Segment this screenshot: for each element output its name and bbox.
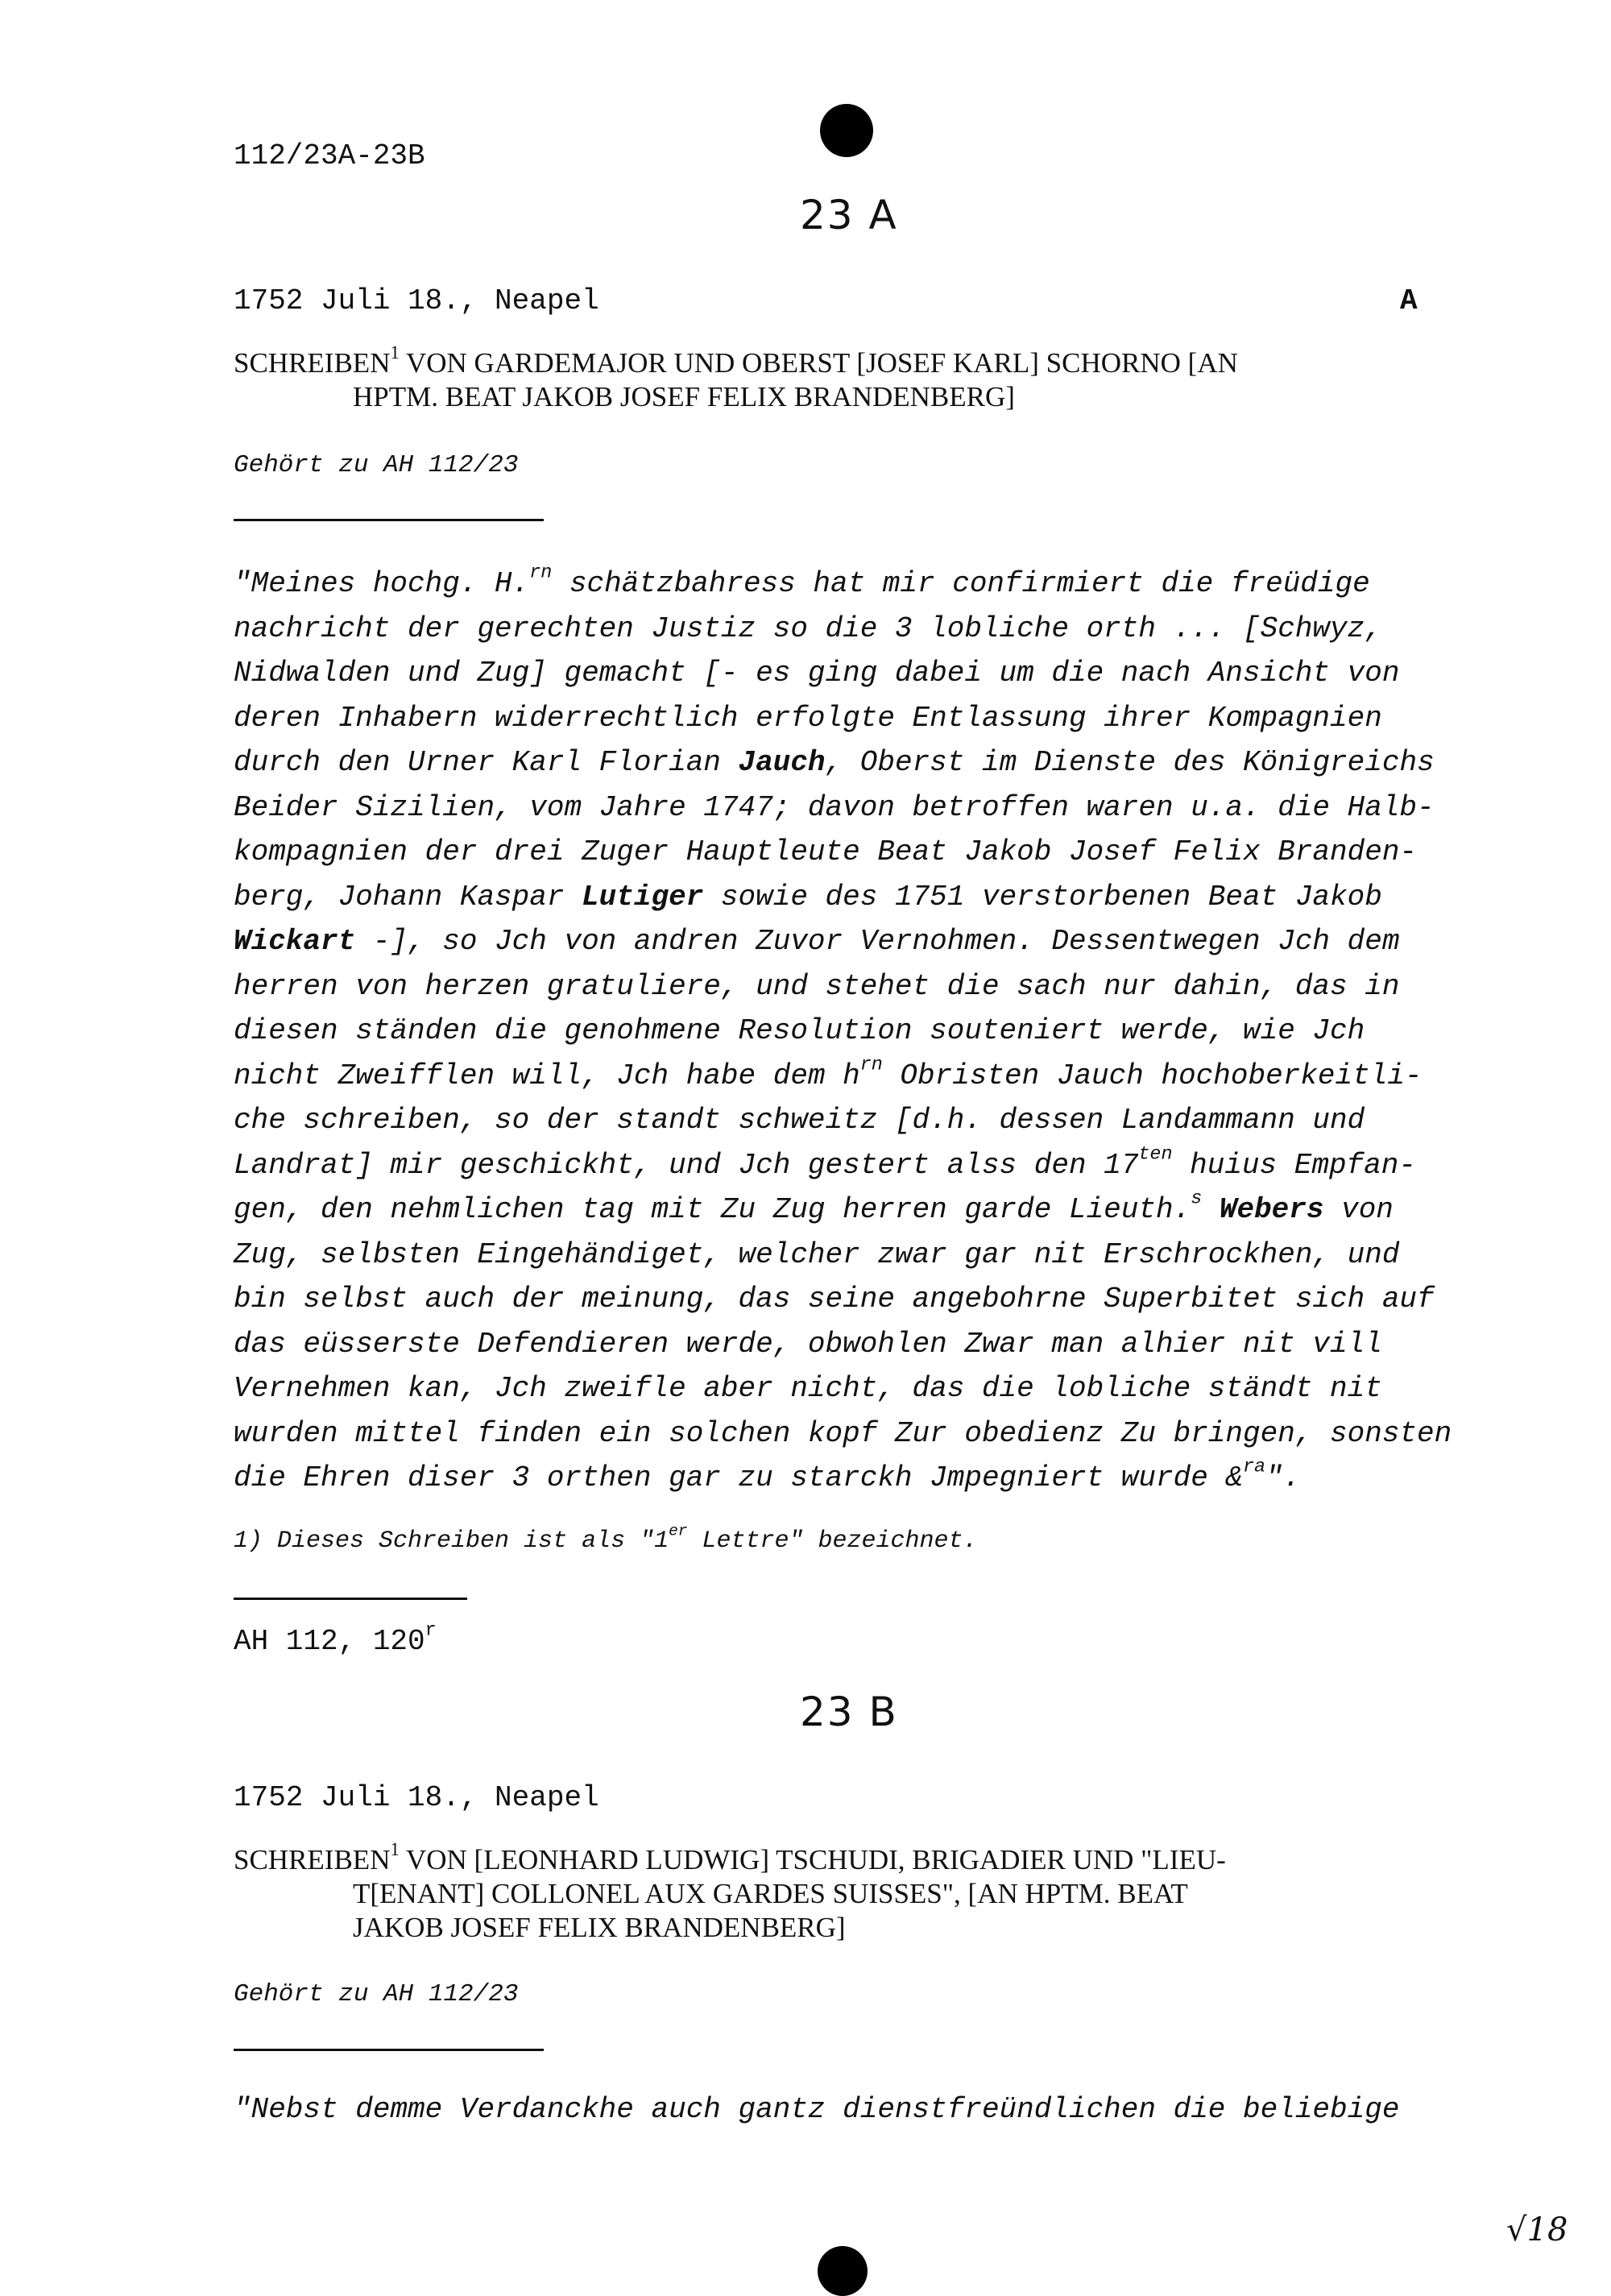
body-text: nicht Zweifflen will, Jch habe dem h [234,1059,860,1092]
body-text: wurden mittel finden ein solchen kopf Zur obedienz Zu bringen, sonsten [234,1416,1452,1450]
body-superscript: rn [859,1054,883,1075]
date-place-b: 1752 Juli 18., Neapel [234,1781,599,1814]
footnote-a-text-2: Lettre" bezeichnet. [687,1527,978,1555]
footnote-a-text-1: 1) Dieses Schreiben ist als "1 [234,1527,669,1555]
body-text: che schreiben, so der standt schweitz [d.h. dessen Landammann und [234,1104,1365,1137]
source-a-text: AH 112, 120 [234,1625,425,1658]
body-line [234,919,1555,964]
divider-b [234,2049,544,2051]
punch-hole-bottom [818,2246,868,2296]
heading-a-footnote-ref: 1 [390,342,400,363]
body-text: Nidwalden und Zug] gemacht [- es ging dabei um die nach Ansicht von [234,657,1400,690]
body-line [234,651,1555,696]
body-text: bin selbst auch der meinung, das seine angebohrne Superbitet sich auf [234,1283,1435,1316]
heading-b-text-3: T[ENANT] COLLONEL AUX GARDES SUISSES", [AN HPTM. BEAT [353,1878,1188,1909]
body-text: durch den Urner Karl Florian [234,746,739,779]
heading-a-text-3: HPTM. BEAT JAKOB JOSEF FELIX BRANDENBERG] [353,381,1015,412]
body-line [234,1366,1555,1411]
body-line [234,740,1555,785]
footnote-a-sup: er [669,1522,688,1540]
letter-body-a [234,562,1555,1501]
body-text: kompagnien der drei Zuger Hauptleute Beat Jakob Josef Felix Branden- [234,835,1418,868]
body-text: huius Empfan- [1172,1148,1416,1182]
heading-b-text-4: JAKOB JOSEF FELIX BRANDENBERG] [353,1912,846,1943]
body-text: diesen ständen die genohmene Resolution souteniert werde, wie Jch [234,1014,1365,1047]
body-superscript: ra [1243,1457,1266,1478]
body-name-bold: Lutiger [582,880,704,914]
body-line [234,607,1555,652]
source-a-sup: r [424,1620,437,1642]
body-text: Vernehmen kan, Jch zweifle aber nicht, das die lobliche ständt nit [234,1372,1382,1405]
body-text: Zug, selbsten Eingehändiget, welcher zwar gar nit Erschrockhen, und [234,1237,1400,1271]
footnote-a [234,1522,978,1555]
divider-source-a [234,1598,467,1600]
body-text: deren Inhabern widerrechtlich erfolgte Entlassung ihrer Kompagnien [234,701,1382,735]
body-line [234,964,1555,1009]
body-text: nachricht der gerechten Justiz so die 3 lobliche orth ... [Schwyz, [234,611,1382,645]
belongs-to-b: Gehört zu AH 112/23 [234,1980,519,2008]
body-line [234,1098,1555,1143]
body-line [234,830,1555,875]
source-a [234,1620,437,1658]
belongs-to-a: Gehört zu AH 112/23 [234,451,519,479]
body-line [234,1143,1555,1188]
punch-hole-top [820,104,873,157]
body-superscript: rn [529,562,553,584]
body-line [234,875,1555,920]
body-text: -], so Jch von andren Zuvor Vernohmen. Dessentwegen Jch dem [355,925,1400,958]
body-line [234,1411,1555,1457]
document-number-a: 23 A [800,192,898,238]
body-text: Beider Sizilien, vom Jahre 1747; davon betroffen waren u.a. die Halb- [234,790,1435,824]
page-mark: √18 [1506,2211,1568,2248]
body-name-bold: Wickart [234,925,356,958]
heading-b-text-1: SCHREIBEN [234,1844,391,1875]
body-line [234,562,1555,607]
body-line [234,1054,1555,1099]
body-line [234,1456,1555,1501]
body-superscript: s [1191,1188,1203,1210]
heading-a-text-1: SCHREIBEN [234,347,391,379]
heading-a-text-2: VON GARDEMAJOR UND OBERST [JOSEF KARL] SCHORNO [AN [399,347,1238,379]
date-place-a: 1752 Juli 18., Neapel [234,284,599,317]
body-name-bold: Jauch [738,746,826,779]
body-text: "Meines hochg. H. [234,567,530,600]
body-text: die Ehren diser 3 orthen gar zu starckh Jmpegniert wurde & [234,1461,1244,1494]
heading-b-footnote-ref: 1 [390,1838,400,1859]
body-text: schätzbahress hat mir confirmiert die freüdige [552,567,1370,600]
body-line [234,785,1555,831]
body-text: Landrat] mir geschickht, und Jch gestert alss den 17 [234,1148,1139,1182]
document-number-b: 23 B [800,1689,898,1735]
body-text: sowie des 1751 verstorbenen Beat Jakob [703,880,1382,914]
body-text: Obristen Jauch hochoberkeitli- [882,1059,1423,1092]
document-heading-b [234,1838,1458,1945]
body-text [1202,1193,1220,1226]
body-line [234,1277,1555,1322]
body-line [234,1233,1555,1278]
body-line [234,1322,1555,1367]
letter-body-b-first-line: "Nebst demme Verdanckhe auch gantz dienstfreündlichen die beliebige [234,2093,1400,2126]
body-line [234,1009,1555,1054]
divider-a [234,519,544,521]
body-text: , Oberst im Dienste des Königreichs [825,746,1435,779]
body-line [234,696,1555,741]
body-line [234,1187,1555,1233]
body-superscript: ten [1138,1143,1173,1165]
document-heading-a [234,342,1426,414]
body-text: herren von herzen gratuliere, und stehet die sach nur dahin, das in [234,969,1400,1003]
body-text: ". [1265,1461,1301,1494]
body-text: gen, den nehmlichen tag mit Zu Zug herren garde Lieuth. [234,1193,1191,1226]
letter-mark-a: A [1400,284,1418,317]
heading-b-text-2: VON [LEONHARD LUDWIG] TSCHUDI, BRIGADIER UND "LIEU- [399,1844,1226,1875]
archive-reference: 112/23A-23B [234,139,425,172]
body-name-bold: Webers [1219,1193,1324,1226]
body-text: berg, Johann Kaspar [234,880,582,914]
body-text: das eüsserste Defendieren werde, obwohlen Zwar man alhier nit vill [234,1327,1382,1361]
body-text: von [1323,1193,1394,1226]
